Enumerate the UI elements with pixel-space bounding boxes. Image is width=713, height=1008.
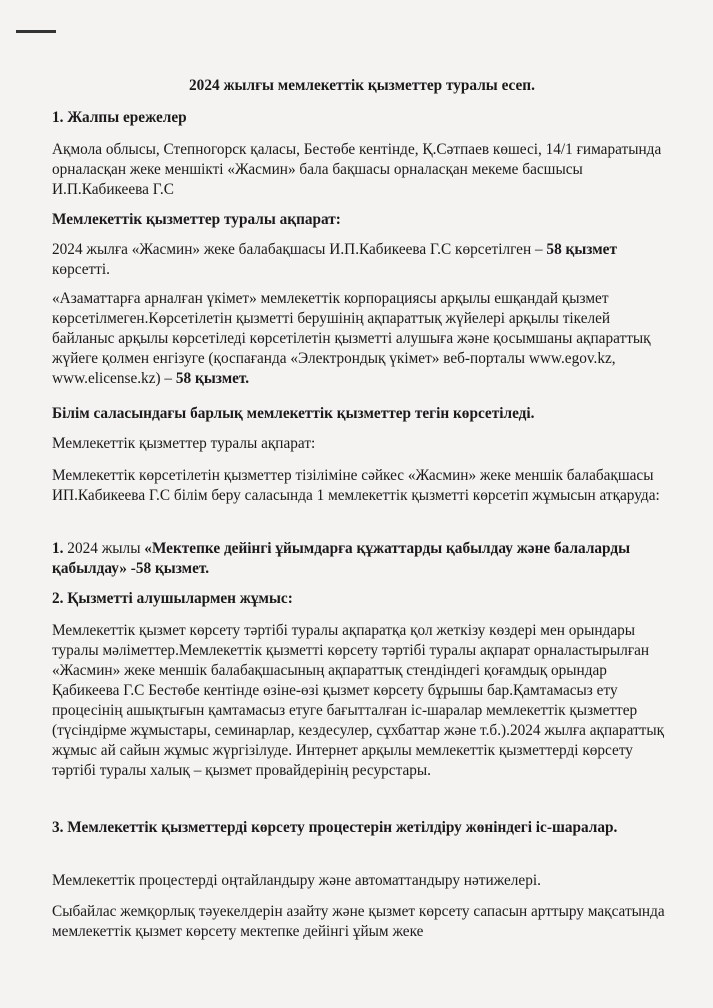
registry-paragraph: Мемлекеттік көрсетілетін қызметтер тізіліміне сәйкес «Жасмин» жеке меншік балабақшасы ИП.Кабикеева Г.С білім беру саласында 1 мемлекеттік қызметті көрсетіп жұмысын атқаруда:	[52, 467, 660, 504]
service-text: 2024 жылы	[67, 540, 145, 557]
section-3-heading: 3. Мемлекеттік қызметтерді көрсету процестерін жетілдіру жөніндегі іс-шаралар.	[52, 819, 618, 836]
section-2-paragraph: Мемлекеттік қызмет көрсету тәртібі туралы ақпаратқа қол жеткізу көздері мен орындары туралы мәліметтер.Мемлекеттік қызметті көрсету тәртібі туралы ақпарат орналастырылған «Жасмин» жеке меншік балабақшасының ақпараттық стендіндегі қоғамдық орындар Қабикеева Г.С Бестөбе кентінде өзіне-өзі қызмет көрсету бұрышы бар.Қамтамасыз ету процесінің ашықтығын қамтамасыз етуге бағытталған іс-шаралар мемлекеттік қызметтер (түсіндірме жұмыстары, семинарлар, кездесулер, сұхбаттар және т.б.).2024 жылға ақпараттық жұмыс ай сайын жұмыс жүргізілуде. Интернет арқылы мемлекеттік қызметтерді көрсету тәртібі туралы халық – қызмет провайдерінің ресурстары.	[52, 622, 665, 779]
section-2-heading: 2. Қызметті алушылармен жұмыс:	[52, 590, 293, 607]
section-1-paragraph: Ақмола облысы, Степногорск қаласы, Бестөбе кентінде, Қ.Сәтпаев көшесі, 14/1 ғимаратында орналасқан жеке меншікті «Жасмин» бала бақшасы орналасқан мекеме басшысы И.П.Кабикеева Г.С	[52, 141, 662, 198]
info-paragraph	[52, 240, 672, 280]
info-text-end: көрсетті.	[52, 261, 110, 278]
info-line: Мемлекеттік қызметтер туралы ақпарат:	[52, 435, 316, 452]
free-services-heading: Білім саласындағы барлық мемлекеттік қызметтер тегін көрсетіледі.	[52, 405, 535, 422]
document-title: 2024 жылғы мемлекеттік қызметтер туралы есеп.	[189, 77, 535, 94]
service-item	[52, 539, 672, 579]
info-text-bold: 58 қызмет	[546, 241, 617, 258]
section-1-heading: 1. Жалпы ережелер	[52, 109, 187, 126]
info-text-start: 2024 жылға «Жасмин» жеке балабақшасы И.П.Кабикеева Г.С көрсетілген –	[52, 241, 547, 258]
service-number: 1.	[52, 540, 68, 557]
scan-mark	[16, 30, 56, 33]
egov-text: «Азаматтарға арналған үкімет» мемлекеттік корпорациясы арқылы ешқандай қызмет көрсетілмеген.Көрсетілетін қызметті берушінің ақпараттық жүйелері арқылы тікелей байланыс арқылы көрсетіледі көрсетілетін қызметті алушыға және қосымшаны ақпараттық жүйеге қолмен енгізуге (қоспағанда «Электрондық үкімет» веб-порталы www.egov.kz, www.elicense.kz) –	[52, 290, 651, 387]
section-3-paragraph-1: Мемлекеттік процестерді оңтайландыру және автоматтандыру нәтижелері.	[52, 872, 541, 889]
info-heading: Мемлекеттік қызметтер туралы ақпарат:	[52, 211, 341, 228]
section-3-paragraph-2: Сыбайлас жемқорлық тәуекелдерін азайту және қызмет көрсету сапасын арттыру мақсатында мемлекеттік қызмет көрсету мектепке дейінгі ұйым жеке	[52, 903, 665, 940]
egov-paragraph	[52, 289, 672, 389]
service-bold: «Мектепке дейінгі ұйымдарға құжаттарды қабылдау және балаларды қабылдау» -58 қызмет.	[52, 540, 631, 577]
egov-text-bold: 58 қызмет.	[175, 370, 250, 387]
